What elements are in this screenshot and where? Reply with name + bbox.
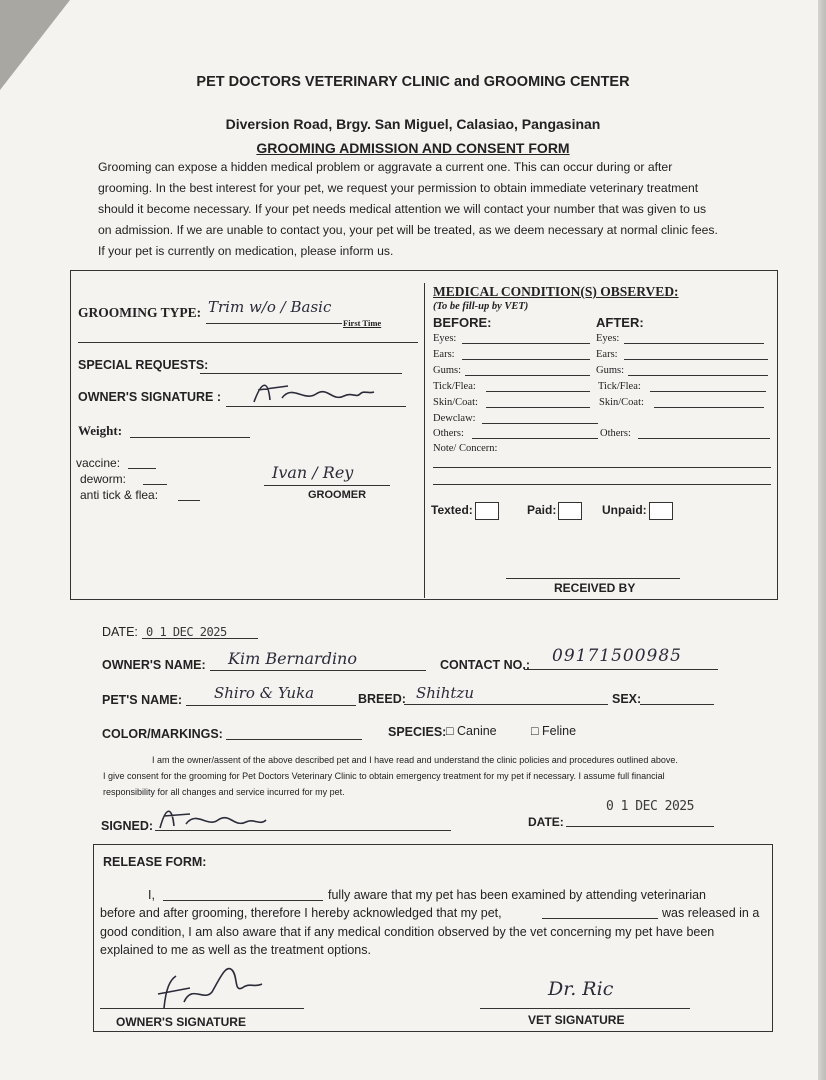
contact-label: CONTACT NO.: (440, 658, 531, 672)
consent-line-2: I give consent for the grooming for Pet Doctors Veterinary Clinic to obtain emergency treatment for my pet if necessary. I assume full financial (103, 771, 665, 781)
antitick-label: anti tick & flea: (80, 488, 159, 502)
groomer-name: Ivan / Rey (272, 463, 354, 482)
breed-line (404, 704, 608, 705)
consent-line-1: I am the owner/assent of the above described pet and I have read and understand the clinic policies and procedures outlined above. (152, 755, 678, 765)
medical-subtitle: (To be fill-up by VET) (433, 301, 529, 312)
vet-signature-name: Dr. Ric (548, 978, 614, 1000)
before-ears: Ears: (433, 349, 455, 360)
signed-label: SIGNED: (101, 819, 154, 833)
deworm-line (143, 484, 167, 485)
pet-name-line (186, 705, 356, 706)
sex-label: SEX: (612, 692, 642, 706)
medical-title: MEDICAL CONDITION(S) OBSERVED: (433, 284, 679, 299)
owner-signature-label: OWNER'S SIGNATURE : (78, 390, 222, 404)
release-title: RELEASE FORM: (103, 855, 207, 869)
owner-name-label: OWNER'S NAME: (102, 658, 206, 672)
paid-text: Paid: (527, 503, 557, 518)
before-tickflea: Tick/Flea: (433, 381, 476, 392)
signed-line (155, 830, 451, 831)
intro-line-1: Grooming can expose a hidden medical problem or aggravate a current one. This can occur during or after (98, 160, 673, 174)
before-eyes: Eyes: (433, 333, 457, 344)
vaccine-label: vaccine: (76, 456, 121, 470)
signed-date-line (566, 826, 714, 827)
intro-line-2: grooming. In the best interest for your pet, we request your permission to obtain immediate veterinary treatment (98, 181, 699, 195)
after-tickflea: Tick/Flea: (598, 381, 641, 392)
after-header: AFTER: (596, 315, 644, 330)
release-line2b: was released in a (662, 906, 760, 920)
unpaid-label (602, 502, 673, 520)
vaccine-line (128, 468, 156, 469)
texted-label (431, 502, 499, 520)
owner-release-line (100, 1008, 304, 1009)
dewclaw-label: Dewclaw: (433, 413, 476, 424)
intro-line-5: If your pet is currently on medication, please inform us. (98, 244, 394, 258)
contact-line (524, 669, 718, 670)
table-divider (424, 283, 425, 598)
before-others: Others: (433, 428, 464, 439)
note-line-2 (433, 484, 771, 485)
after-tickflea-line (650, 391, 766, 392)
after-skincoat: Skin/Coat: (599, 397, 644, 408)
release-i: I, (148, 888, 155, 902)
texted-checkbox[interactable] (475, 502, 499, 520)
breed-label: BREED: (358, 692, 406, 706)
release-line1: fully aware that my pet has been examined by attending veterinarian (328, 888, 707, 902)
grooming-type-value[interactable]: Trim w/o / Basic (208, 298, 332, 316)
intro-line-3: should it become necessary. If your pet needs medical attention we will contact your number that was given to us (98, 202, 707, 216)
pet-name-value[interactable]: Shiro & Yuka (214, 684, 315, 702)
vet-release-line (480, 1008, 690, 1009)
groomer-line (264, 485, 390, 486)
species-canine[interactable]: □ Canine (446, 724, 497, 738)
clinic-address: Diversion Road, Brgy. San Miguel, Calasiao, Pangasinan (225, 116, 601, 132)
pet-name-label: PET'S NAME: (102, 693, 183, 707)
after-eyes-line (624, 343, 764, 344)
weight-line (130, 437, 250, 438)
after-gums: Gums: (596, 365, 625, 376)
release-line2a: before and after grooming, therefore I hereby acknowledged that my pet, (100, 906, 502, 920)
date-stamp: 0 1 DEC 2025 (146, 625, 227, 639)
grooming-type-line-2 (78, 342, 418, 343)
date-label: DATE: (102, 625, 138, 639)
before-header: BEFORE: (433, 315, 492, 330)
before-skincoat-line (486, 407, 590, 408)
paper-edge (818, 0, 826, 1080)
note-line-1 (433, 467, 771, 468)
groomer-label: GROOMER (308, 489, 367, 501)
owner-release-signature-scribble (150, 958, 270, 1014)
dewclaw-line (482, 423, 598, 424)
contact-value[interactable]: 09171500985 (552, 646, 682, 666)
unpaid-text: Unpaid: (602, 503, 647, 518)
weight-label: Weight: (78, 423, 123, 438)
unpaid-checkbox[interactable] (649, 502, 673, 520)
owner-release-label: OWNER'S SIGNATURE (116, 1015, 246, 1029)
before-ears-line (462, 359, 590, 360)
grooming-type-line (206, 323, 342, 324)
signed-date-label: DATE: (528, 815, 564, 829)
after-skincoat-line (654, 407, 764, 408)
after-gums-line (628, 375, 768, 376)
texted-text: Texted: (431, 503, 473, 518)
after-ears: Ears: (596, 349, 618, 360)
color-label: COLOR/MARKINGS: (102, 727, 223, 741)
before-tickflea-line (486, 391, 590, 392)
first-time-label[interactable]: First Time (343, 318, 382, 328)
vet-release-label: VET SIGNATURE (528, 1013, 625, 1027)
release-pet-line (542, 918, 658, 919)
before-others-line (472, 438, 598, 439)
form-title: GROOMING ADMISSION AND CONSENT FORM (256, 140, 570, 156)
after-ears-line (624, 359, 768, 360)
form-title-wrap (0, 140, 826, 158)
paid-checkbox[interactable] (558, 502, 582, 520)
special-requests-label: SPECIAL REQUESTS: (78, 358, 209, 372)
release-name-line (163, 900, 323, 901)
clinic-name: PET DOCTORS VETERINARY CLINIC and GROOMING CENTER (196, 74, 630, 90)
deworm-label: deworm: (80, 472, 127, 486)
grooming-type-label: GROOMING TYPE: (78, 305, 202, 320)
antitick-line (178, 500, 200, 501)
before-skincoat: Skin/Coat: (433, 397, 478, 408)
note-label: Note/ Concern: (433, 443, 498, 454)
received-by-label: RECEIVED BY (554, 581, 636, 595)
release-line3: good condition, I am also aware that if any medical condition observed by the vet concerning my pet have been (100, 925, 715, 939)
species-feline[interactable]: □ Feline (531, 724, 577, 738)
breed-value[interactable]: Shihtzu (416, 684, 474, 702)
sex-line (640, 704, 714, 705)
owner-signature-line (226, 406, 406, 407)
received-by-line (506, 578, 680, 579)
paid-label (527, 502, 582, 520)
consent-line-3: responsibility for all changes and service incurred for my pet. (103, 787, 345, 797)
after-others: Others: (600, 428, 631, 439)
signed-date-stamp: 0 1 DEC 2025 (606, 799, 694, 814)
release-line4: explained to me as well as the treatment options. (100, 943, 371, 957)
before-gums: Gums: (433, 365, 462, 376)
color-line (226, 739, 362, 740)
after-eyes: Eyes: (596, 333, 620, 344)
before-gums-line (465, 375, 590, 376)
owner-name-value[interactable]: Kim Bernardino (228, 649, 357, 668)
before-eyes-line (462, 343, 590, 344)
owner-name-line (210, 670, 426, 671)
species-label: SPECIES: (388, 725, 447, 739)
after-others-line (638, 438, 770, 439)
intro-line-4: on admission. If we are unable to contact you, your pet will be treated, as we deem necessary at normal clinic fees. (98, 223, 718, 237)
